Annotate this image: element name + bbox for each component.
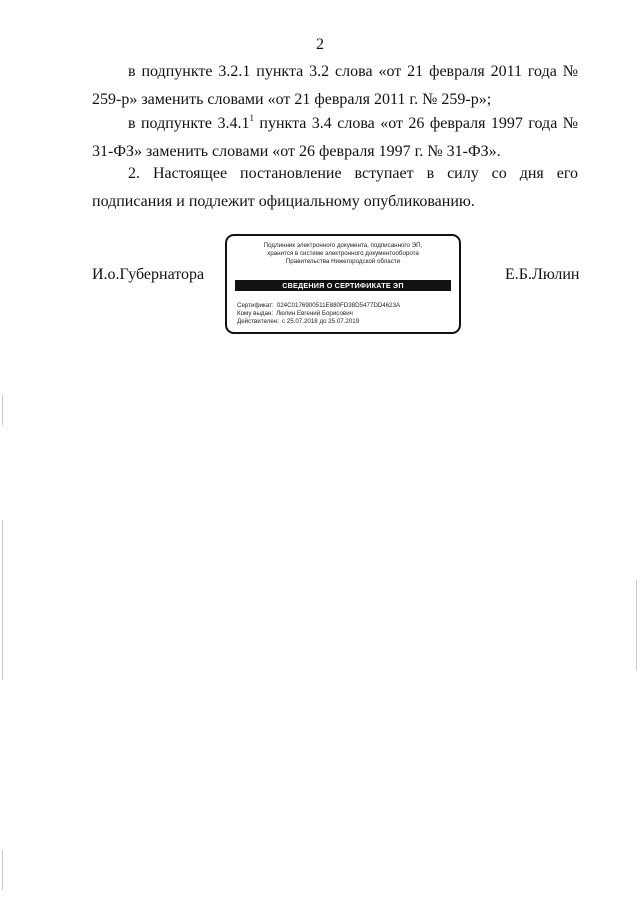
stamp-header-bar: СВЕДЕНИЯ О СЕРТИФИКАТЕ ЭП xyxy=(235,280,451,291)
stamp-certificate-details xyxy=(237,302,403,327)
scan-edge-mark xyxy=(636,580,637,670)
scan-edge-mark xyxy=(2,520,3,680)
certificate-label: Сертификат: xyxy=(237,302,274,309)
stamp-caption-line-3: Правительства Нижегородской области xyxy=(285,258,401,265)
paragraph-subpoint-3-4-1 xyxy=(92,110,578,166)
stamp-certificate-line xyxy=(237,302,403,310)
valid-value: с 25.07.2018 до 25.07.2019 xyxy=(281,318,360,326)
certificate-value: 024C0176900511E880FD38D5477DD4623A xyxy=(276,302,401,309)
stamp-caption xyxy=(227,242,459,266)
paragraph-text-end: пункта 3.4 слова «от 26 февраля 1997 года № 31-ФЗ» заменить словами «от 26 февраля 1997 г. № 31-ФЗ». xyxy=(92,115,578,160)
scan-edge-mark xyxy=(2,850,3,890)
stamp-caption-line-2: хранится в системе электронного документооборота xyxy=(267,250,419,257)
issued-to-label: Кому выдан: xyxy=(237,310,274,318)
valid-label: Действителен: xyxy=(237,318,279,326)
superscript-one: 1 xyxy=(249,113,254,123)
stamp-issued-to-line xyxy=(237,310,403,318)
paragraph-text-start: в подпункте 3.4.1 xyxy=(128,115,250,132)
signatory-name: Е.Б.Люлин xyxy=(505,266,580,283)
issued-to-value: Люлин Евгений Борисович xyxy=(276,310,353,318)
page-number: 2 xyxy=(316,36,324,53)
electronic-signature-stamp xyxy=(225,234,461,334)
stamp-caption-line-1: Подлинник электронного документа, подписанного ЭП, xyxy=(263,242,423,249)
paragraph-subpoint-3-2-1: в подпункте 3.2.1 пункта 3.2 слова «от 21 февраля 2011 года № 259-р» заменить словами «от 21 февраля 2011 г. № 259-р»; xyxy=(92,63,578,108)
signatory-position: И.о.Губернатора xyxy=(92,266,205,283)
stamp-validity-line xyxy=(237,318,403,326)
paragraph-effective-date: 2. Настоящее постановление вступает в силу со дня его подписания и подлежит официальному опубликованию. xyxy=(92,165,578,210)
scan-edge-mark xyxy=(2,395,3,425)
